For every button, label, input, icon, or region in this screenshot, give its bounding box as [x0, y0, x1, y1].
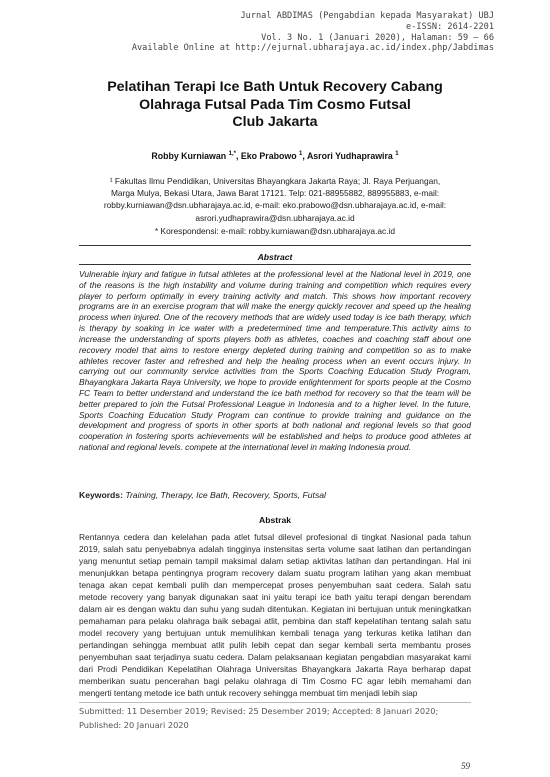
journal-volume: Vol. 3 No. 1 (Januari 2020), Halaman: 59 – 66: [261, 32, 494, 43]
correspondence-email: * Korespondensi: e-mail: robby.kurniawan@dsn.ubharajaya.ac.id: [154, 226, 396, 236]
abstract-text: Vulnerable injury and fatigue in futsal athletes at the professional level at the National level in 2019, one of the reasons is the high instability and volume during training and competition which requires every player to perform optimally in every training activity and match. This shows how important recovery programs are in an exercise program that will make the energy quickly recover and speed up the healing process when injured. One of the recovery methods that are widely used today is ice bath therapy, which is therapy by soaking in ice water with a predetermined time and temperature.This activity aims to increase the understanding of sports players both as athletes, coaches and coaching staff about one recovery model that aims to restore energy depleted during training and competition so as to make athletes recover faster and refreshed and help the healing process when an event occurs injury. In carrying out our community service activities from the Sports Coaching Education Study Program, Bhayangkara Jakarta Raya University, we hope to provide enlightenment for sports people at the Cosmo FC Team to better understand and understand the ice bath method for recovery so that the team will be better prepared to join the Futsal Professional League in Indonesia and to a higher level. In the future, Sports Coaching Education Study Program can continue to provide training and guidance on the development and progress of sports in other sports at both national and regional levels so that good cooperation in fostering sports achievements will be established and helps to produce good athletes at national and regional levels. compete at the international level in making Indonesia proud.: [79, 269, 471, 452]
keywords-list: Training, Therapy, Ice Bath, Recovery, Sports, Futsal: [125, 490, 326, 500]
page-number: 59: [461, 761, 470, 771]
journal-name: Jurnal ABDIMAS (Pengabdian kepada Masyarakat) UBJ: [240, 11, 494, 21]
submission-dates: Submitted: 11 Desember 2019; Revised: 25 Desember 2019; Accepted: 8 Januari 2020;: [79, 706, 439, 716]
title-line: Pelatihan Terapi Ice Bath Untuk Recovery Cabang: [107, 79, 443, 95]
divider: [79, 245, 471, 246]
affiliation-line: Marga Mulya, Bekasi Utara, Jawa Barat 17121. Telp: 021-88955882, 889955883, e-mail:: [110, 188, 440, 199]
author-affiliation-mark: 1,*: [228, 151, 236, 158]
title-line: Club Jakarta: [232, 114, 318, 130]
abstrak-text: Rentannya cedera dan kelelahan pada atlet futsal dilevel profesional di tingkat Nasional pada tahun 2019, salah satu penyebabnya adalah tingginya instensitas serta volume saat latihan dan pertandingan yang menuntut setiap pemain tampil maksimal dalam setiap aktivitas latihan dan pertandingan. Hal ini menunjukkan betapa pentingnya program recovery dalam suatu program latihan yang akan membuat tenaga akan cepat kembali pulih dan mempercepat proses penyembuhan saat cedera. Salah satu metode recovery yang banyak digunakan saat ini yaitu terapi ice bath yaitu terapi dengan berendam dalam air es dengan waktu dan suhu yang sudah ditentukan. Kegiatan ini bertujuan untuk meningkatkan pemahaman para pelaku olahraga baik sebagai atlit, pembina dan staff kepelatihan tentang salah satu model recovery yang bertujuan untuk memulihkan kembali tenaga yang terkuras ketika latihan dan pertandingan sehingga membuat atlit pulih lebih cepat dan segar kembali serta membantu proses penyembuhan saat terjadinya suatu cedera. Dalam pelaksanaan kegiatan pengabdian masyarakat kami dari Prodi Pendidikan Kepelatihan Olahraga Universitas Bhayangkara Jakarta Raya berharap dapat memberikan suatu pencerahan bagi pelaku olahraga di Tim Cosmo FC agar lebih memahami dan mengerti tentang metode ice bath untuk recovery sehingga membuat tim menjadi lebih siap: [79, 532, 471, 699]
author-name: Asrori Yudhaprawira: [306, 151, 393, 161]
author-name: Robby Kurniawan: [151, 151, 227, 161]
journal-issn: e-ISSN: 2614-2201: [406, 21, 494, 32]
abstrak-heading: Abstrak: [259, 515, 291, 525]
divider: [79, 264, 471, 265]
author-affiliation-mark: 1: [299, 151, 303, 158]
journal-url: Available Online at http://ejurnal.ubharajaya.ac.id/index.php/Jabdimas: [131, 43, 494, 54]
affiliation-line: robby.kurniawan@dsn.ubharajaya.ac.id, e-mail: eko.prabowo@dsn.ubharajaya.ac.id, e-mail:: [103, 200, 447, 211]
title-line: Olahraga Futsal Pada Tim Cosmo Futsal: [139, 96, 411, 113]
author-affiliation-mark: 1: [395, 151, 399, 158]
journal-header: [132, 11, 494, 54]
affiliation-line: ¹ Fakultas Ilmu Pendidikan, Universitas Bhayangkara Jakarta Raya; Jl. Raya Perjuangan,: [109, 176, 441, 186]
footer-divider: [79, 702, 471, 703]
affiliation-block: [60, 175, 490, 224]
keywords-line: [79, 490, 471, 500]
author-list: Robby Kurniawan $^{1,*}$, Eko Prabowo $^1$, Asrori Yudhaprawira $^1$: [151, 151, 399, 161]
affiliation-line: asrori.yudhaprawira@dsn.ubharajaya.ac.id: [195, 212, 355, 223]
keywords-label: Keywords:: [79, 490, 123, 500]
published-date: Published: 20 Januari 2020: [79, 720, 189, 730]
paper-title: [60, 79, 490, 132]
abstract-heading: Abstract: [257, 252, 293, 262]
author-name: Eko Prabowo: [240, 151, 297, 161]
